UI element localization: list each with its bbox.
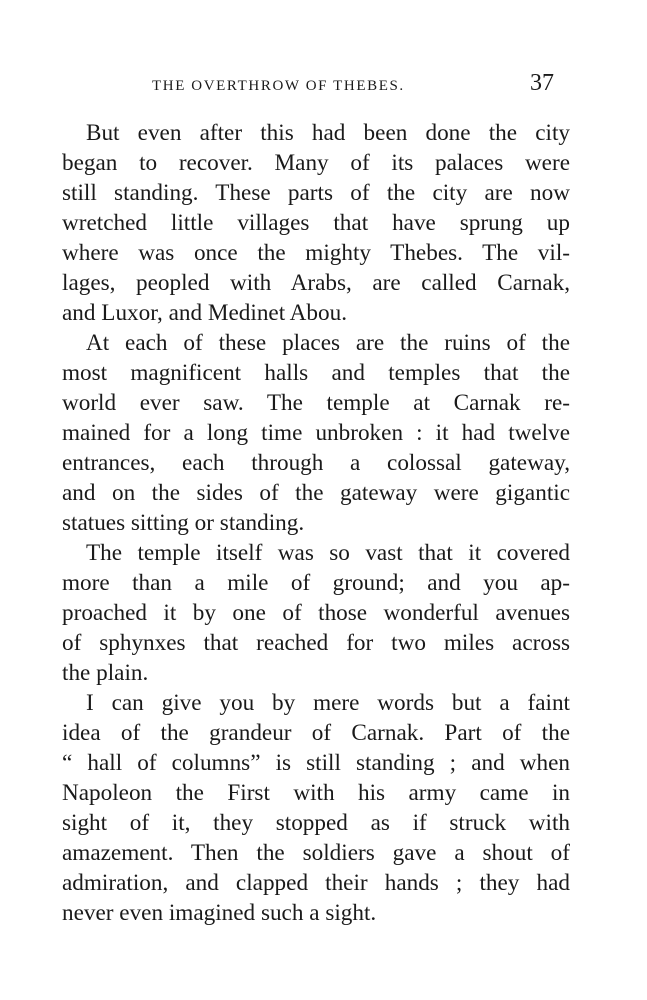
text-line: began to recover. Many of its palaces were [62,150,570,176]
text-line: most magnificent halls and temples that the [62,360,570,386]
text-line: lages, peopled with Arabs, are called Carnak, [62,270,570,296]
text-line: of sphynxes that reached for two miles across [62,630,570,656]
paragraph-2 [62,328,570,538]
text-line: proached it by one of those wonderful avenues [62,600,570,626]
text-line: sight of it, they stopped as if struck with [62,810,570,836]
text-line: admiration, and clapped their hands ; they had [62,870,570,896]
text-line: more than a mile of ground; and you ap- [62,570,570,596]
text-line: “ hall of columns” is still standing ; and when [62,750,570,776]
text-line: mained for a long time unbroken : it had twelve [62,420,570,446]
text-line: the plain. [62,660,149,686]
text-line: statues sitting or standing. [62,510,305,536]
text-line: still standing. These parts of the city are now [62,180,570,206]
page-number: 37 [530,70,554,96]
text-line: The temple itself was so vast that it covered [86,540,570,566]
text-line: I can give you by mere words but a faint [86,690,570,716]
text-line: amazement. Then the soldiers gave a shout of [62,840,570,866]
running-head: THE OVERTHROW OF THEBES. [152,78,405,94]
text-line: where was once the mighty Thebes. The vil- [62,240,570,266]
text-line: At each of these places are the ruins of the [86,330,570,356]
paragraph-3 [62,538,570,688]
text-line: never even imagined such a sight. [62,900,377,926]
text-line: and Luxor, and Medinet Abou. [62,300,347,326]
paragraph-1 [62,118,570,328]
text-line: entrances, each through a colossal gateway, [62,450,570,476]
text-line: wretched little villages that have sprung up [62,210,570,236]
text-line: world ever saw. The temple at Carnak re- [62,390,570,416]
text-line: But even after this had been done the city [86,120,570,146]
paragraph-4 [62,688,570,928]
page-header [0,64,647,104]
text-line: idea of the grandeur of Carnak. Part of the [62,720,570,746]
body-text [62,118,570,928]
text-line: Napoleon the First with his army came in [62,780,570,806]
text-line: and on the sides of the gateway were gigantic [62,480,570,506]
